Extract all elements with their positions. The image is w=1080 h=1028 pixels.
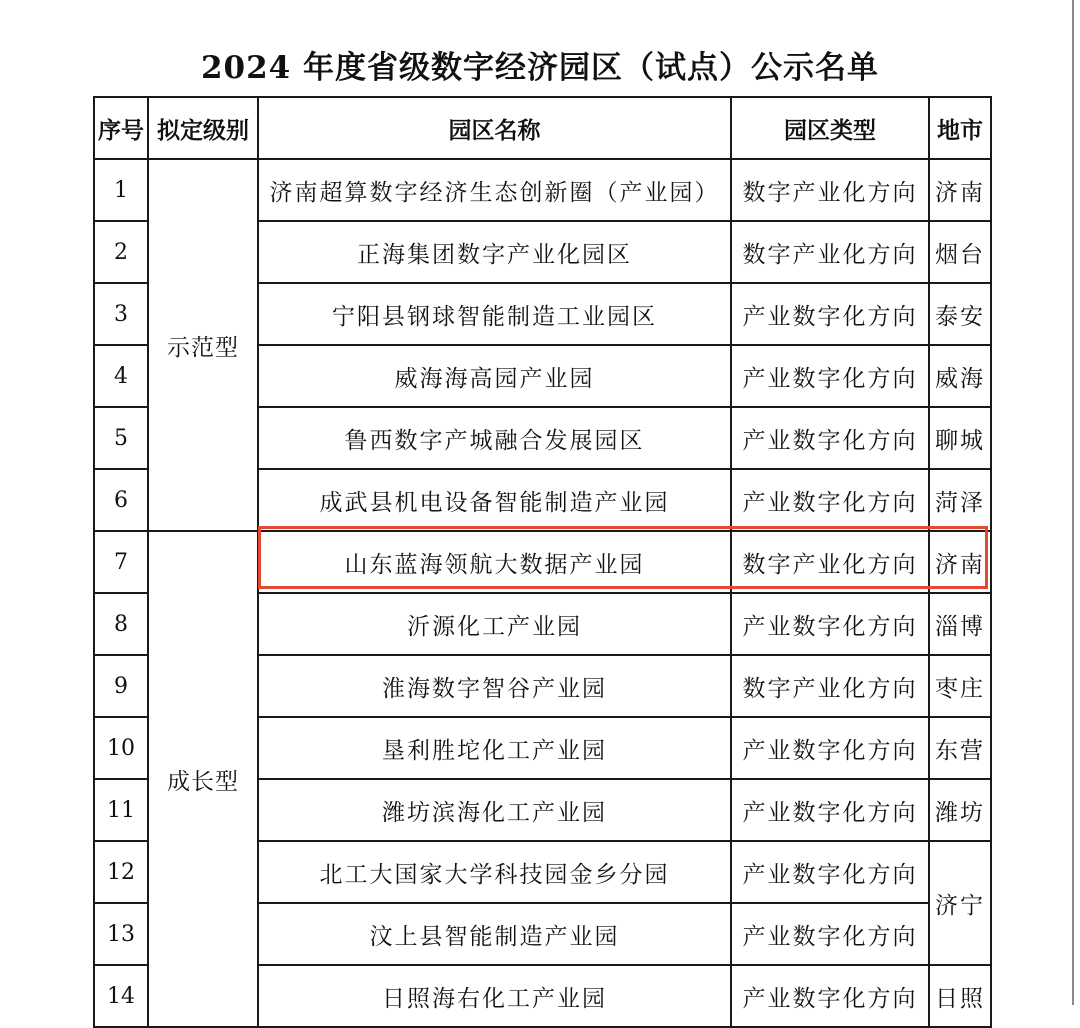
row-index: 3 (94, 283, 148, 345)
park-name: 成武县机电设备智能制造产业园 (258, 469, 731, 531)
park-type: 产业数字化方向 (731, 283, 929, 345)
header-name: 园区名称 (258, 97, 731, 159)
park-name: 潍坊滨海化工产业园 (258, 779, 731, 841)
park-type: 数字产业化方向 (731, 655, 929, 717)
parks-table (93, 96, 992, 1028)
park-city: 日照 (929, 965, 991, 1027)
park-city: 泰安 (929, 283, 991, 345)
row-index: 1 (94, 159, 148, 221)
park-name: 威海海高园产业园 (258, 345, 731, 407)
park-type: 产业数字化方向 (731, 469, 929, 531)
park-type: 产业数字化方向 (731, 779, 929, 841)
park-type: 产业数字化方向 (731, 841, 929, 903)
park-city: 淄博 (929, 593, 991, 655)
header-level: 拟定级别 (148, 97, 258, 159)
park-type: 产业数字化方向 (731, 593, 929, 655)
park-city: 济南 (929, 531, 991, 593)
park-type: 产业数字化方向 (731, 717, 929, 779)
row-index: 14 (94, 965, 148, 1027)
park-name: 宁阳县钢球智能制造工业园区 (258, 283, 731, 345)
table-row-highlighted (94, 531, 991, 593)
page-edge-divider (1072, 0, 1074, 1005)
level-group-growth: 成长型 (148, 531, 258, 1027)
park-type: 产业数字化方向 (731, 965, 929, 1027)
park-name: 淮海数字智谷产业园 (258, 655, 731, 717)
park-type: 数字产业化方向 (731, 531, 929, 593)
park-name: 北工大国家大学科技园金乡分园 (258, 841, 731, 903)
park-name: 沂源化工产业园 (258, 593, 731, 655)
row-index: 7 (94, 531, 148, 593)
park-city: 威海 (929, 345, 991, 407)
park-type: 产业数字化方向 (731, 345, 929, 407)
header-city: 地市 (929, 97, 991, 159)
row-index: 9 (94, 655, 148, 717)
row-index: 4 (94, 345, 148, 407)
table-row (94, 159, 991, 221)
park-name: 正海集团数字产业化园区 (258, 221, 731, 283)
park-city: 潍坊 (929, 779, 991, 841)
park-city: 菏泽 (929, 469, 991, 531)
park-city: 聊城 (929, 407, 991, 469)
park-city: 烟台 (929, 221, 991, 283)
park-name: 鲁西数字产城融合发展园区 (258, 407, 731, 469)
park-name: 垦利胜坨化工产业园 (258, 717, 731, 779)
row-index: 6 (94, 469, 148, 531)
park-type: 数字产业化方向 (731, 159, 929, 221)
park-type: 数字产业化方向 (731, 221, 929, 283)
row-index: 11 (94, 779, 148, 841)
header-type: 园区类型 (731, 97, 929, 159)
row-index: 5 (94, 407, 148, 469)
row-index: 13 (94, 903, 148, 965)
park-name: 山东蓝海领航大数据产业园 (258, 531, 731, 593)
park-name: 汶上县智能制造产业园 (258, 903, 731, 965)
level-group-demo: 示范型 (148, 159, 258, 531)
document-title: 2024 年度省级数字经济园区（试点）公示名单 (200, 50, 880, 86)
park-type: 产业数字化方向 (731, 903, 929, 965)
park-name: 日照海右化工产业园 (258, 965, 731, 1027)
row-index: 2 (94, 221, 148, 283)
row-index: 12 (94, 841, 148, 903)
park-city: 济南 (929, 159, 991, 221)
park-city: 济宁 (929, 841, 991, 965)
row-index: 8 (94, 593, 148, 655)
table-header-row (94, 97, 991, 159)
header-index: 序号 (94, 97, 148, 159)
row-index: 10 (94, 717, 148, 779)
park-name: 济南超算数字经济生态创新圈（产业园） (258, 159, 731, 221)
park-city: 枣庄 (929, 655, 991, 717)
park-city: 东营 (929, 717, 991, 779)
park-type: 产业数字化方向 (731, 407, 929, 469)
